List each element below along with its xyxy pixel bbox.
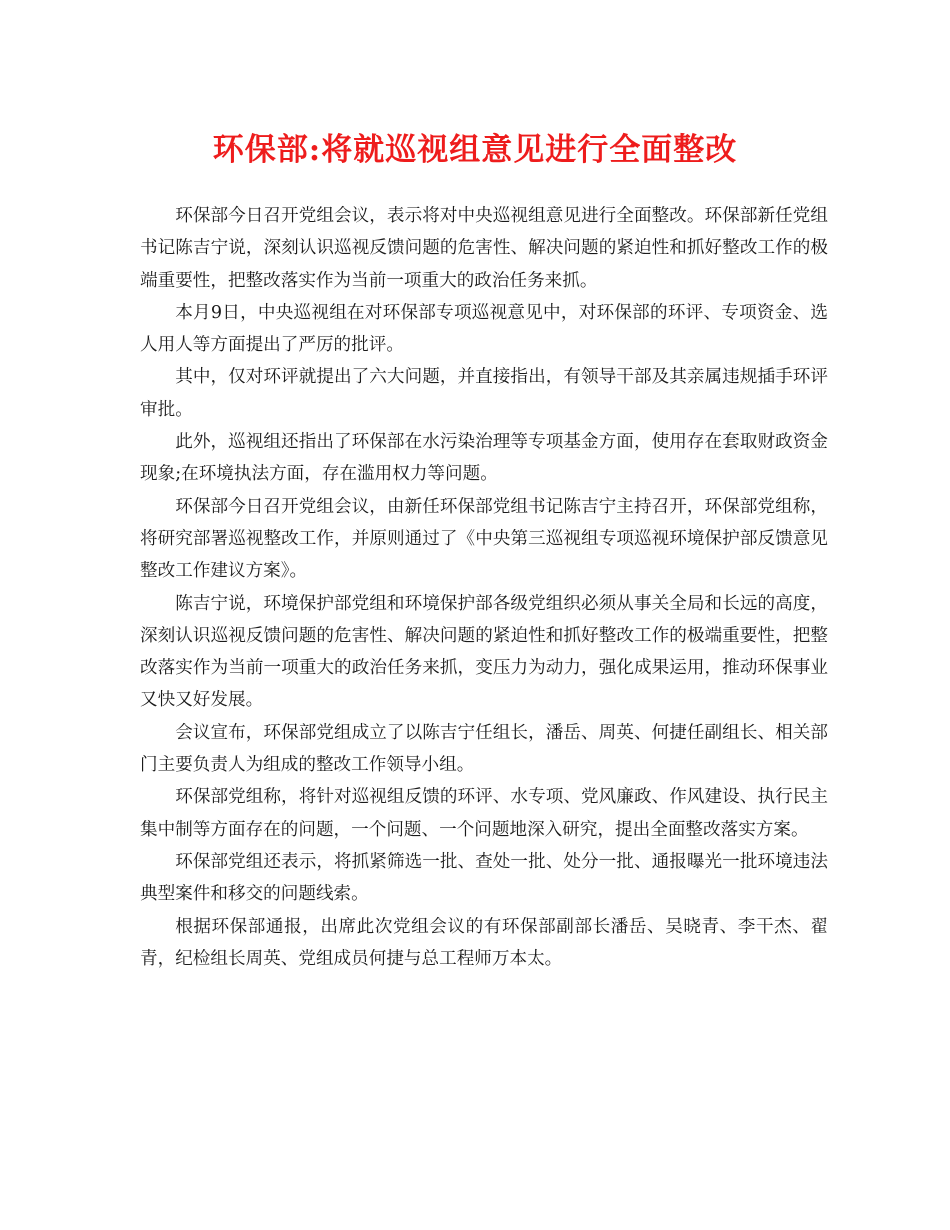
paragraph-3: 其中，仅对环评就提出了六大问题，并直接指出，有领导干部及其亲属违规插手环评审批。 bbox=[140, 367, 828, 420]
paragraph-4: 此外，巡视组还指出了环保部在水污染治理等专项基金方面，使用存在套取财政资金现象;在环境执法方面，存在滥用权力等问题。 bbox=[140, 432, 828, 485]
document-title: 环保部:将就巡视组意见进行全面整改 bbox=[212, 132, 738, 168]
paragraph-8: 环保部党组称，将针对巡视组反馈的环评、水专项、党风廉政、作风建设、执行民主集中制等方面存在的问题，一个问题、一个问题地深入研究，提出全面整改落实方案。 bbox=[140, 787, 828, 840]
paragraph-2: 本月9日，中央巡视组在对环保部专项巡视意见中，对环保部的环评、专项资金、选人用人等方面提出了严厉的批评。 bbox=[140, 302, 828, 356]
paragraph-7: 会议宣布，环保部党组成立了以陈吉宁任组长，潘岳、周英、何捷任副组长、相关部门主要负责人为组成的整改工作领导小组。 bbox=[140, 722, 828, 776]
paragraph-5: 环保部今日召开党组会议，由新任环保部党组书记陈吉宁主持召开，环保部党组称，将研究部署巡视整改工作，并原则通过了《中央第三巡视组专项巡视环境保护部反馈意见整改工作建议方案》。 bbox=[140, 496, 828, 582]
paragraph-10: 根据环保部通报，出席此次党组会议的有环保部副部长潘岳、吴晓青、李干杰、翟青，纪检组长周英、党组成员何捷与总工程师万本太。 bbox=[140, 916, 828, 969]
paragraph-6: 陈吉宁说，环境保护部党组和环境保护部各级党组织必须从事关全局和长远的高度，深刻认识巡视反馈问题的危害性、解决问题的紧迫性和抓好整改工作的极端重要性，把整改落实作为当前一项重大的政治任务来抓，变压力为动力，强化成果运用，推动环保事业又快又好发展。 bbox=[140, 593, 828, 711]
paragraph-9: 环保部党组还表示，将抓紧筛选一批、查处一批、处分一批、通报曝光一批环境违法典型案件和移交的问题线索。 bbox=[140, 851, 828, 905]
paragraph-1: 环保部今日召开党组会议，表示将对中央巡视组意见进行全面整改。环保部新任党组书记陈吉宁说，深刻认识巡视反馈问题的危害性、解决问题的紧迫性和抓好整改工作的极端重要性，把整改落实作为当前一项重大的政治任务来抓。 bbox=[140, 206, 828, 291]
document-body bbox=[140, 200, 828, 975]
